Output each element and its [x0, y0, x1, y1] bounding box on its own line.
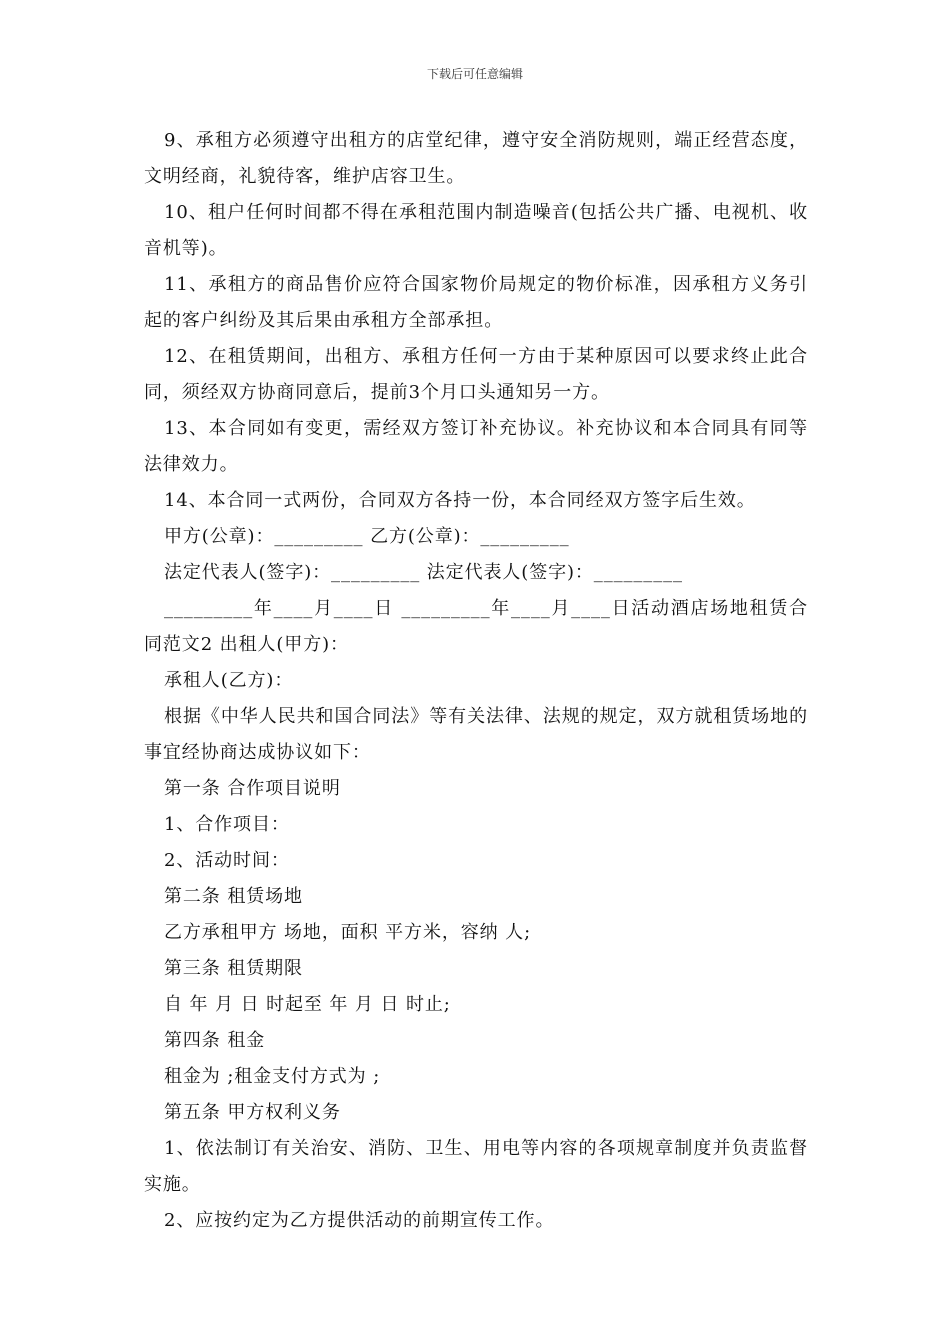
clause-10: 10、租户任何时间都不得在承租范围内制造噪音(包括公共广播、电视机、收音机等)。 [144, 202, 808, 259]
article-5-heading: 第五条 甲方权利义务 [164, 1102, 341, 1123]
lessee-line: 承租人(乙方)： [164, 670, 294, 691]
article-1-heading: 第一条 合作项目说明 [164, 778, 341, 799]
legal-representative-line: 法定代表人(签字)：_________ 法定代表人(签字)：_________ [164, 562, 683, 583]
article-2-heading: 第二条 租赁场地 [164, 886, 303, 907]
article-5-item-1: 1、依法制订有关治安、消防、卫生、用电等内容的各项规章制度并负责监督实施。 [144, 1138, 808, 1195]
page-header: 下载后可任意编辑 [426, 67, 523, 81]
clause-13: 13、本合同如有变更，需经双方签订补充协议。补充协议和本合同具有同等法律效力。 [144, 418, 808, 475]
clause-9: 9、承租方必须遵守出租方的店堂纪律，遵守安全消防规则，端正经营态度，文明经商，礼貌待客，维护店容卫生。 [144, 130, 808, 187]
article-5-item-2: 2、应按约定为乙方提供活动的前期宣传工作。 [164, 1210, 555, 1231]
date-line-and-new-contract-title: _________年____月____日 _________年____月____日活动酒店场地租赁合同范文2 出租人(甲方)： [144, 598, 808, 655]
article-1-item-2: 2、活动时间： [164, 850, 290, 871]
preamble: 根据《中华人民共和国合同法》等有关法律、法规的规定，双方就租赁场地的事宜经协商达成协议如下： [144, 706, 808, 763]
article-4-text: 租金为 ;租金支付方式为 ; [164, 1066, 381, 1087]
clause-11: 11、承租方的商品售价应符合国家物价局规定的物价标准，因承租方义务引起的客户纠纷及其后果由承租方全部承担。 [144, 274, 808, 331]
clause-14: 14、本合同一式两份，合同双方各持一份，本合同经双方签字后生效。 [164, 490, 756, 511]
clause-12: 12、在租赁期间，出租方、承租方任何一方由于某种原因可以要求终止此合同，须经双方协商同意后，提前3个月口头通知另一方。 [144, 346, 808, 403]
document-body [144, 123, 808, 1239]
article-3-text: 自 年 月 日 时起至 年 月 日 时止; [164, 994, 451, 1015]
article-2-text: 乙方承租甲方 场地，面积 平方米，容纳 人; [164, 922, 532, 943]
article-4-heading: 第四条 租金 [164, 1030, 266, 1051]
article-3-heading: 第三条 租赁期限 [164, 958, 303, 979]
party-seal-line: 甲方(公章)：_________ 乙方(公章)：_________ [164, 526, 570, 547]
article-1-item-1: 1、合作项目： [164, 814, 290, 835]
